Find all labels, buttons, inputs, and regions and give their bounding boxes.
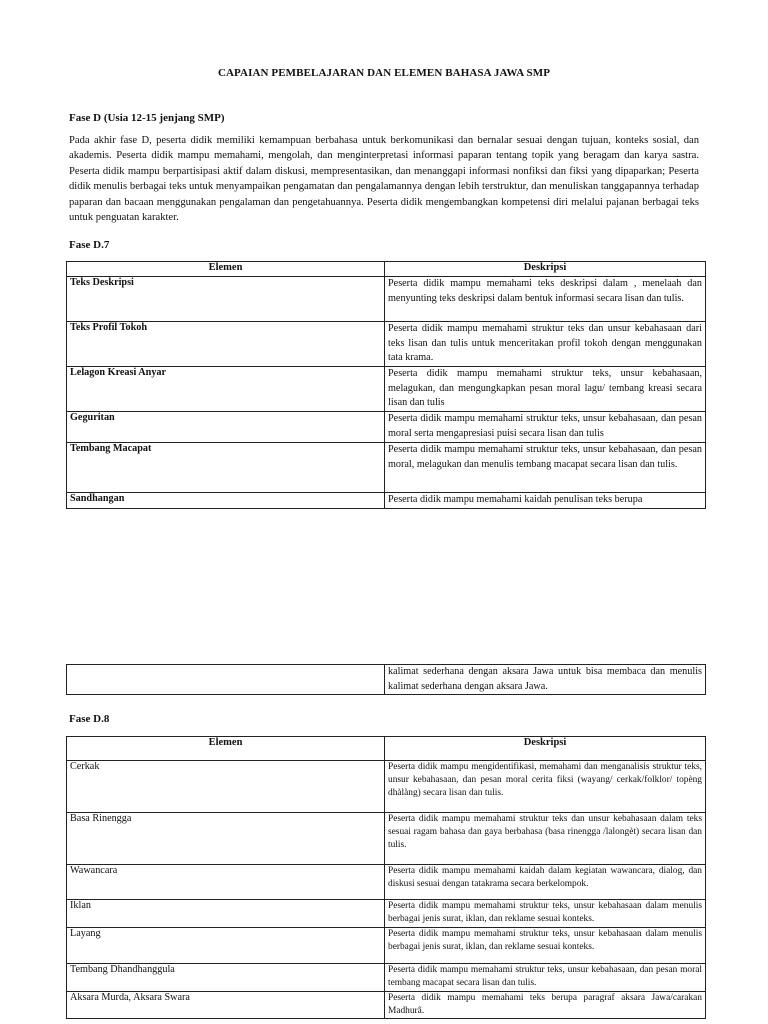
fase-d7-table: [66, 261, 706, 509]
table-row: [67, 992, 706, 1019]
fase-d8-heading: Fase D.8: [69, 713, 110, 725]
elemen-cell: [67, 665, 385, 695]
phase-heading: Fase D (Usia 12-15 jenjang SMP): [69, 112, 225, 124]
table-row: [67, 277, 706, 322]
deskripsi-cell: Peserta didik mampu memahami teks deskripsi dalam , menelaah dan menyunting teks deskripsi dalam bentuk informasi secara lisan dan tulis.: [385, 277, 706, 322]
elemen-cell: Sandhangan: [67, 493, 385, 509]
table-row: [67, 493, 706, 509]
elemen-cell: Aksara Murda, Aksara Swara: [67, 992, 385, 1019]
deskripsi-cell: kalimat sederhana dengan aksara Jawa untuk bisa membaca dan menulis kalimat sederhana dengan aksara Jawa.: [385, 665, 706, 695]
elemen-cell: Tembang Macapat: [67, 443, 385, 493]
table-row: [67, 900, 706, 928]
table-row: [67, 443, 706, 493]
elemen-cell: Teks Profil Tokoh: [67, 322, 385, 367]
column-header-deskripsi: Deskripsi: [385, 262, 706, 277]
table-row: [67, 412, 706, 443]
column-header-elemen: Elemen: [67, 262, 385, 277]
deskripsi-cell: Peserta didik mampu memahami teks berupa paragraf aksara Jawa/carakan Madhurâ.: [385, 992, 706, 1019]
table-row: [67, 964, 706, 992]
elemen-cell: Layang: [67, 928, 385, 964]
elemen-cell: Lelagon Kreasi Anyar: [67, 367, 385, 412]
elemen-cell: Cerkak: [67, 761, 385, 813]
deskripsi-cell: Peserta didik mampu memahami struktur teks, unsur kebahasaan, dan pesan moral serta mengapresiasi puisi secara lisan dan tulis: [385, 412, 706, 443]
fase-d7-table-continuation: [66, 664, 706, 695]
deskripsi-cell: Peserta didik mampu memahami struktur teks, unsur kebahasaan, dan pesan moral, melagukan dan menulis tembang macapat secara lisan dan tulis.: [385, 443, 706, 493]
table-row: [67, 928, 706, 964]
elemen-cell: Geguritan: [67, 412, 385, 443]
deskripsi-cell: Peserta didik mampu memahami kaidah penulisan teks berupa: [385, 493, 706, 509]
elemen-cell: Teks Deskripsi: [67, 277, 385, 322]
deskripsi-cell: Peserta didik mampu memahami struktur teks, unsur kebahasaan dalam menulis berbagai jenis surat, iklan, dan reklame sesuai konteks.: [385, 900, 706, 928]
table-row: [67, 322, 706, 367]
phase-description: Pada akhir fase D, peserta didik memiliki kemampuan berbahasa untuk berkomunikasi dan bernalar sesuai dengan tujuan, konteks sosial, dan akademis. Peserta didik mampu memahami, mengolah, dan menginterpretasi informasi paparan tentang topik yang beragam dan karya sastra. Peserta didik mampu berpartisipasi aktif dalam diskusi, mempresentasikan, dan menanggapi informasi nonfiksi dan fiksi yang dipaparkan; Peserta didik menulis berbagai teks untuk menyampaikan pengamatan dan pengalamannya dengan lebih terstruktur, dan menuliskan tanggapannya terhadap paparan dan bacaan menggunakan pengalaman dan pengetahuannya. Peserta didik mengembangkan kompetensi diri melalui pajanan berbagai teks untuk penguatan karakter.: [69, 135, 699, 224]
table-row: [67, 813, 706, 865]
document-title: CAPAIAN PEMBELAJARAN DAN ELEMEN BAHASA JAWA SMP: [217, 67, 551, 79]
deskripsi-cell: Peserta didik mampu memahami struktur teks dan unsur kebahasaan dari teks lisan dan tulis untuk menceritakan profil tokoh dengan menggunakan tata krama.: [385, 322, 706, 367]
deskripsi-cell: Peserta didik mampu memahami struktur teks dan unsur kebahasaan dalam teks sesuai ragam bahasa dan gaya berbahasa (basa rinengga /lalongèt) secara lisan dan tulis.: [385, 813, 706, 865]
deskripsi-cell: Peserta didik mampu memahami struktur teks, unsur kebahasaan, melagukan, dan mengungkapkan pesan moral lagu/ tembang kreasi secara lisan dan tulis: [385, 367, 706, 412]
elemen-cell: Tembang Dhandhanggula: [67, 964, 385, 992]
deskripsi-cell: Peserta didik mampu memahami kaidah dalam kegiatan wawancara, dialog, dan diskusi sesuai dengan tatakrama secara berkelompok.: [385, 865, 706, 900]
deskripsi-cell: Peserta didik mampu mengidentifikasi, memahami dan menganalisis struktur teks, unsur kebahasaan, dan pesan moral cerita fiksi (wayang/ cerkak/folklor/ topèng dhàlàng) secara lisan dan tulis.: [385, 761, 706, 813]
elemen-cell: Wawancara: [67, 865, 385, 900]
deskripsi-cell: Peserta didik mampu memahami struktur teks, unsur kebahasaan dalam menulis berbagai jenis surat, iklan, dan reklame sesuai konteks.: [385, 928, 706, 964]
table-row: [67, 865, 706, 900]
column-header-elemen: Elemen: [67, 737, 385, 761]
elemen-cell: Iklan: [67, 900, 385, 928]
column-header-deskripsi: Deskripsi: [385, 737, 706, 761]
fase-d8-table: [66, 736, 706, 1019]
elemen-cell: Basa Rinengga: [67, 813, 385, 865]
table-row: [67, 367, 706, 412]
deskripsi-cell: Peserta didik mampu memahami struktur teks, unsur kebahasaan, dan pesan moral tembang macapat secara lisan dan tulis.: [385, 964, 706, 992]
table-row: [67, 761, 706, 813]
fase-d7-heading: Fase D.7: [69, 239, 110, 251]
